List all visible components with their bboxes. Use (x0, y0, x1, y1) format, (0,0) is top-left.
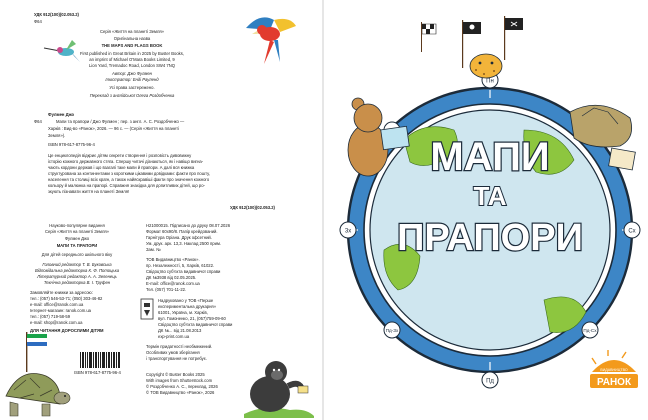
order-5: тел.: (057) 719-58-59 (30, 314, 71, 319)
order-1: Замовляйте книжки за адресою: (30, 290, 93, 295)
publisher-4: ДК №3938 від 02.05.2025. (146, 275, 197, 280)
publisher-3: Свідоцтво суб'єкта видавничої справи (146, 269, 221, 274)
tortoise-with-flag-illustration (0, 332, 76, 420)
author-line: Автор: Джо Фулмен (112, 71, 152, 76)
adult-reading: ДЛЯ ЧИТАННЯ ДОРОСЛИМИ ДІТЯМ (30, 328, 104, 333)
ff-code: Ф64 (34, 19, 42, 24)
gorilla-illustration (244, 356, 314, 418)
ranok-logo-top: ВИДАВНИЦТВО (600, 368, 628, 372)
publisher-1: ТОВ Видавництво «Ранок». (146, 257, 200, 262)
annotation-1: Це енциклопедія відкриє дітям секрети створення і розповість дивовижну (48, 153, 192, 158)
translation-line: Переклад з англійської Олега Роздобченка (89, 93, 175, 98)
svg-text:Сх: Сх (628, 228, 636, 235)
order-4: Інтернет-магазин: ranok.com.ua (30, 308, 92, 313)
isbn-bottom: ISBN 978-617-8775-96-4 (74, 370, 121, 375)
first-published-3: Lion Yard, Tremadoc Road, London SW4 7NQ (89, 63, 175, 68)
printing-1: Надруковано у ТОВ «Перше (158, 298, 214, 303)
first-published-1: First published in Great Britain in 2025 by Buster Books, (79, 51, 185, 56)
author-heading: Фулмен Джо (48, 112, 75, 117)
terms-2: Особливих умов зберігання (146, 350, 200, 355)
copyright-1: Copyright © Buster Books 2025 (146, 372, 205, 377)
udk-bottom: УДК 912(100)(02.053.2) (230, 205, 275, 210)
staff-4: Технічна редакторка В. І. Труфен (43, 280, 111, 285)
publisher-2: пр. Незалежності, 5, Харків, 61022. (146, 263, 215, 268)
rights-line: Усі права застережено. (109, 85, 155, 90)
illustrator-line: Ілюстратор: Енді Рауленд (105, 77, 159, 82)
staff-2: Відповідальна редакторка К. Ф. Потоцька (34, 268, 120, 273)
order-2: тел.: (057) 546-53-71; (050) 303-46-82 (30, 296, 103, 301)
citation-3: Земля»). (48, 133, 66, 138)
staff-1: Головний редактор Т. В. Буковська (42, 262, 112, 267)
svg-text:Пд: Пд (486, 378, 494, 385)
annotation-7: зкують пізнавати життя на планеті Земля! (48, 189, 130, 194)
svg-text:Пн: Пн (486, 78, 494, 85)
print-info-1: Н21000015. Підписано до друку 08.07.2026 (146, 223, 231, 228)
copyright-3: © Роздобченко А. С., переклад, 2026 (146, 384, 218, 389)
order-3: e-mail: office@ranok.com.ua (30, 302, 84, 307)
order-6: e-mail: shop@ranok.com.ua (30, 320, 83, 325)
isbn: ISBN 978-617-8775-96-4 (48, 142, 95, 147)
printing-house-logo (140, 298, 154, 320)
cover-title-mid: ТА (473, 181, 507, 211)
print-info-2: Формат 60х90/8. Папір крейдований. (146, 229, 218, 234)
series-title: Серія «Життя на планеті Земля» (100, 29, 164, 34)
udk-top: УДК 912(100)(02.053.2) (34, 12, 79, 17)
printing-5: Свідоцтво суб'єкта видавничої справи (158, 322, 233, 327)
imprint-page (0, 0, 323, 420)
first-published-2: an imprint of Michael O'Mara Books Limited, 9 (89, 57, 175, 62)
print-info-5: Зам. № (146, 247, 161, 252)
citation-2: Харків : Вид-во «Ранок», 2026. — 96 с. — (Серія «Життя на планеті (48, 126, 180, 131)
printing-6: ДК №... від 21.08.2013 (158, 328, 202, 333)
svg-text:Зх: Зх (344, 228, 352, 235)
cover-title-top: МАПИ (430, 135, 550, 179)
annotation-5: населення та столиці всіх країн, а також найяскравіші факти про значення кожного (48, 177, 210, 182)
annotation-3: чають кордони держав і що взагалі таке мапи й прапори. А далі вся книжка (48, 165, 195, 170)
terms-1: Термін придатності необмежений. (146, 344, 213, 349)
printing-3: 61001, Україна, м. Харків, (158, 310, 208, 315)
svg-text:Пд-Сх: Пд-Сх (583, 328, 597, 333)
fulman: Фулмен Джо (64, 236, 90, 241)
ranok-logo-text: РАНОК (596, 377, 632, 388)
cover-artwork (324, 0, 648, 420)
ff-code-2: Ф64 (34, 119, 42, 124)
citation-1: Мапи та прапори / Джо Фулмен ; пер. з англ. А. С. Роздобченко — (56, 119, 185, 124)
original-title-label: Оригінальна назва (113, 36, 151, 41)
cheetah-with-flag-illustration (421, 16, 523, 78)
pop-title: Науково-популярне видання (49, 223, 105, 228)
publisher-6: Тел. (057) 701-11-22. (146, 287, 187, 292)
compass-south-marker (482, 372, 498, 388)
compass-southwest-marker (384, 322, 400, 338)
ranok-logo (590, 350, 638, 388)
printing-2: експериментальна друкарня» (158, 304, 217, 309)
original-title: THE MAPS AND FLAGS BOOK (101, 43, 163, 48)
publisher-5: E-mail: office@ranok.com.ua (146, 281, 200, 286)
print-info-3: Гарнітура Оріана. Друк офсетний. (146, 235, 212, 240)
cover-title-bottom: ПРАПОРИ (397, 217, 583, 259)
title-upper: МАПИ ТА ПРАПОРИ (56, 243, 98, 248)
printing-7: exp-print.com.ua (158, 334, 190, 339)
copyright-2: With images from Shutterstock.com (146, 378, 213, 383)
cover-page (324, 0, 648, 420)
copyright-4: © ТОВ Видавництво «Ранок», 2026 (146, 390, 215, 395)
series-2: Серія «Життя на планеті Земля» (45, 229, 109, 234)
annotation-6: кольору й малюнка на прапорі. Справжня знахідка для допитливих дітей, що ро- (48, 183, 205, 188)
compass-east-marker (624, 222, 640, 238)
compass-southeast-marker (582, 322, 598, 338)
svg-text:Пд-Зх: Пд-Зх (385, 328, 399, 333)
annotation-4: структурована за континентами з короткими цікавими довідками: факти про пошту, (48, 171, 210, 176)
staff-3: Літературний редактор А. А. Зеленець (37, 274, 117, 279)
parrot-illustration (240, 10, 300, 70)
print-info-4: Ум. друк. арк. 13,3. Наклад 2500 прим. (146, 241, 222, 246)
terms-3: і транспортування не потребує. (146, 356, 208, 361)
compass-west-marker (340, 222, 356, 238)
barcode (80, 352, 120, 368)
annotation-2: історію кожного державного стяга. Спершу читачі дізнаються, як і навіщо вигна- (48, 159, 204, 164)
printing-4: вул. Гомоненко, 21, (057)759-09-60 (158, 316, 226, 321)
school-age: Для дітей середнього шкільного віку (41, 252, 113, 257)
